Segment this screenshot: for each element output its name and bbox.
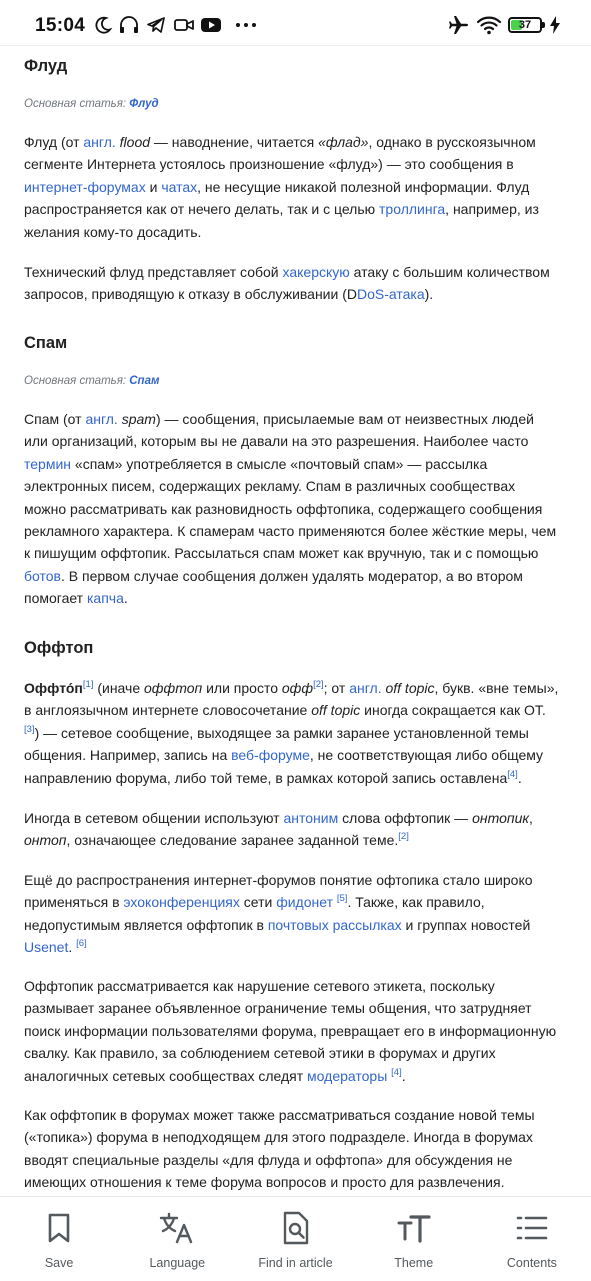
battery-level-text: 37 xyxy=(518,19,532,31)
translate-icon xyxy=(159,1211,195,1245)
link-mailing-lists[interactable]: почтовых рассылках xyxy=(267,916,402,933)
bottom-toolbar xyxy=(0,1196,591,1281)
section-heading-offtop: Оффтоп xyxy=(24,639,94,657)
language-label: Language xyxy=(149,1256,206,1270)
status-time: 15:04 xyxy=(35,15,86,36)
section-heading-spam: Спам xyxy=(24,334,68,352)
contents-button[interactable] xyxy=(473,1197,591,1281)
hatnote-link-flood[interactable]: Флуд xyxy=(129,98,159,110)
paragraph-offtop-3: Ещё до распространения интернет-форумов понятие офтопика стало широко применяться в эхоконференциях сети фидонет [5]. Также, как правило, недопустимым является оффтопик в почтовых рассылках и группах новостей Usenet. [6] xyxy=(24,872,533,956)
paragraph-offtop-1: Оффто́п[1] (иначе оффтоп или просто офф[2]; от англ. off topic, букв. «вне темы», в англоязычном интернете словосочетание off topic иногда сокращается как OT.[3]) — сетевое сообщение, выходящее за рамки заранее установленной темы общения. Например, запись на веб-форуме, не соответствующая либо общему направлению форума, либо той теме, в рамках которой запись оставлена[4]. xyxy=(24,679,559,786)
hatnote-flood: Основная статья: Флуд xyxy=(24,98,159,110)
save-label: Save xyxy=(44,1256,74,1270)
link-angl[interactable]: англ. xyxy=(349,680,382,696)
text-size-icon xyxy=(397,1211,431,1245)
reference-link[interactable]: [1] xyxy=(82,679,94,690)
article-content xyxy=(24,46,560,1196)
table-of-contents-icon xyxy=(516,1211,548,1245)
moon-icon xyxy=(93,14,113,36)
video-camera-icon xyxy=(173,14,195,36)
link-internet-forums[interactable]: интернет-форумах xyxy=(24,178,146,195)
link-fidonet[interactable]: фидонет xyxy=(276,894,333,911)
status-bar xyxy=(0,0,591,46)
paragraph-offtop-2: Иногда в сетевом общении используют антоним слова оффтопик — онтопик, онтоп, означающее следование заранее заданной теме.[2] xyxy=(24,810,533,849)
link-trolling[interactable]: троллинга xyxy=(379,201,446,218)
telegram-icon xyxy=(146,14,166,36)
save-button[interactable] xyxy=(0,1197,118,1281)
link-hacker[interactable]: хакерскую xyxy=(282,264,350,280)
hatnote-link-spam[interactable]: Спам xyxy=(129,375,160,387)
link-angl[interactable]: англ. xyxy=(83,134,116,150)
paragraph-flood-2: Технический флуд представляет собой хакерскую атаку с большим количеством запросов, приводящую к отказу в обслуживании (DDoS-атака). xyxy=(24,264,550,303)
paragraph-offtop-5: Как оффтопик в форумах может также рассматриваться создание новой темы («топика») форума в неподходящем для этого подразделе. Иногда в форумах вводят специальные разделы «для флуда и оффтопа» для обсуждения не имеющих отношения к теме форума вопросов и просто для развлечения. xyxy=(24,1107,535,1191)
bookmark-icon xyxy=(46,1211,72,1245)
paragraph-offtop-4: Оффтопик рассматривается как нарушение сетевого этикета, поскольку размывает заранее объявленное ограничение темы общения, что затрудняет поиск информации пользователями форума, превращает его в информационную свалку. Как правило, за соблюдением сетевой этики в форумах и других аналогичных сетевых сообществах следят модераторы [4]. xyxy=(24,978,557,1084)
link-echo-conferences[interactable]: эхоконференциях xyxy=(123,894,240,911)
language-button[interactable] xyxy=(118,1197,236,1281)
find-in-page-icon xyxy=(281,1211,311,1245)
find-in-article-label: Find in article xyxy=(258,1256,333,1270)
airplane-icon xyxy=(447,14,469,36)
link-ddos[interactable]: DoS-атака xyxy=(357,286,425,303)
headphones-icon xyxy=(118,14,140,36)
link-antonym[interactable]: антоним xyxy=(283,810,339,826)
link-term[interactable]: термин xyxy=(24,455,72,472)
reference-link[interactable]: [3] xyxy=(24,723,35,735)
link-moderators[interactable]: модераторы xyxy=(307,1067,388,1084)
link-captcha[interactable]: капча xyxy=(87,590,124,607)
section-heading-flood: Флуд xyxy=(24,57,68,75)
reference-link[interactable]: [2] xyxy=(398,831,409,843)
link-web-forum[interactable]: веб-форуме xyxy=(231,747,310,764)
more-dots-icon xyxy=(235,14,257,36)
theme-label: Theme xyxy=(394,1256,434,1270)
link-chats[interactable]: чатах xyxy=(161,178,198,195)
reference-link[interactable]: [4] xyxy=(507,768,518,780)
contents-label: Contents xyxy=(506,1256,557,1270)
hatnote-spam: Основная статья: Спам xyxy=(24,375,160,387)
youtube-icon xyxy=(200,14,222,36)
reference-link[interactable]: [6] xyxy=(76,938,87,950)
theme-button[interactable] xyxy=(355,1197,473,1281)
reference-link[interactable]: [4] xyxy=(391,1066,402,1078)
link-angl[interactable]: англ. xyxy=(85,411,118,427)
wifi-icon xyxy=(476,14,502,36)
link-usenet[interactable]: Usenet xyxy=(24,939,69,956)
paragraph-spam-1: Спам (от англ. spam) — сообщения, присылаемые вам от неизвестных людей или организаций, которым вы не давали на это разрешения. Наиболее часто термин «спам» употребляется в смысле «почтовый спам» — рассылка электронных писем, содержащих рекламу. Спам в различных сообществах можно рассматривать как разновидность оффтопика, содержащего сообщения рекламного характера. К спамерам часто применяются более жёсткие меры, чем к пишущим оффтопик. Рассылаться спам может как вручную, так и с помощью ботов. В первом случае сообщения должен удалять модератор, а во втором помогает капча. xyxy=(24,411,557,607)
link-bots[interactable]: ботов xyxy=(24,567,61,584)
find-in-article-button[interactable] xyxy=(236,1197,354,1281)
charging-icon xyxy=(549,14,561,36)
reference-link[interactable]: [5] xyxy=(336,893,348,905)
paragraph-flood-1: Флуд (от англ. flood — наводнение, читается «флад», однако в русскоязычном сегменте Интернета устоялось произношение «флуд») — это сообщения в интернет-форумах и чатах, не несущие никакой полезной информации. Флуд распространяется как от нечего делать, так и с целью троллинга, например, из желания кому-то досадить. xyxy=(24,134,539,240)
battery-icon xyxy=(508,17,542,33)
reference-link[interactable]: [2] xyxy=(313,679,324,690)
